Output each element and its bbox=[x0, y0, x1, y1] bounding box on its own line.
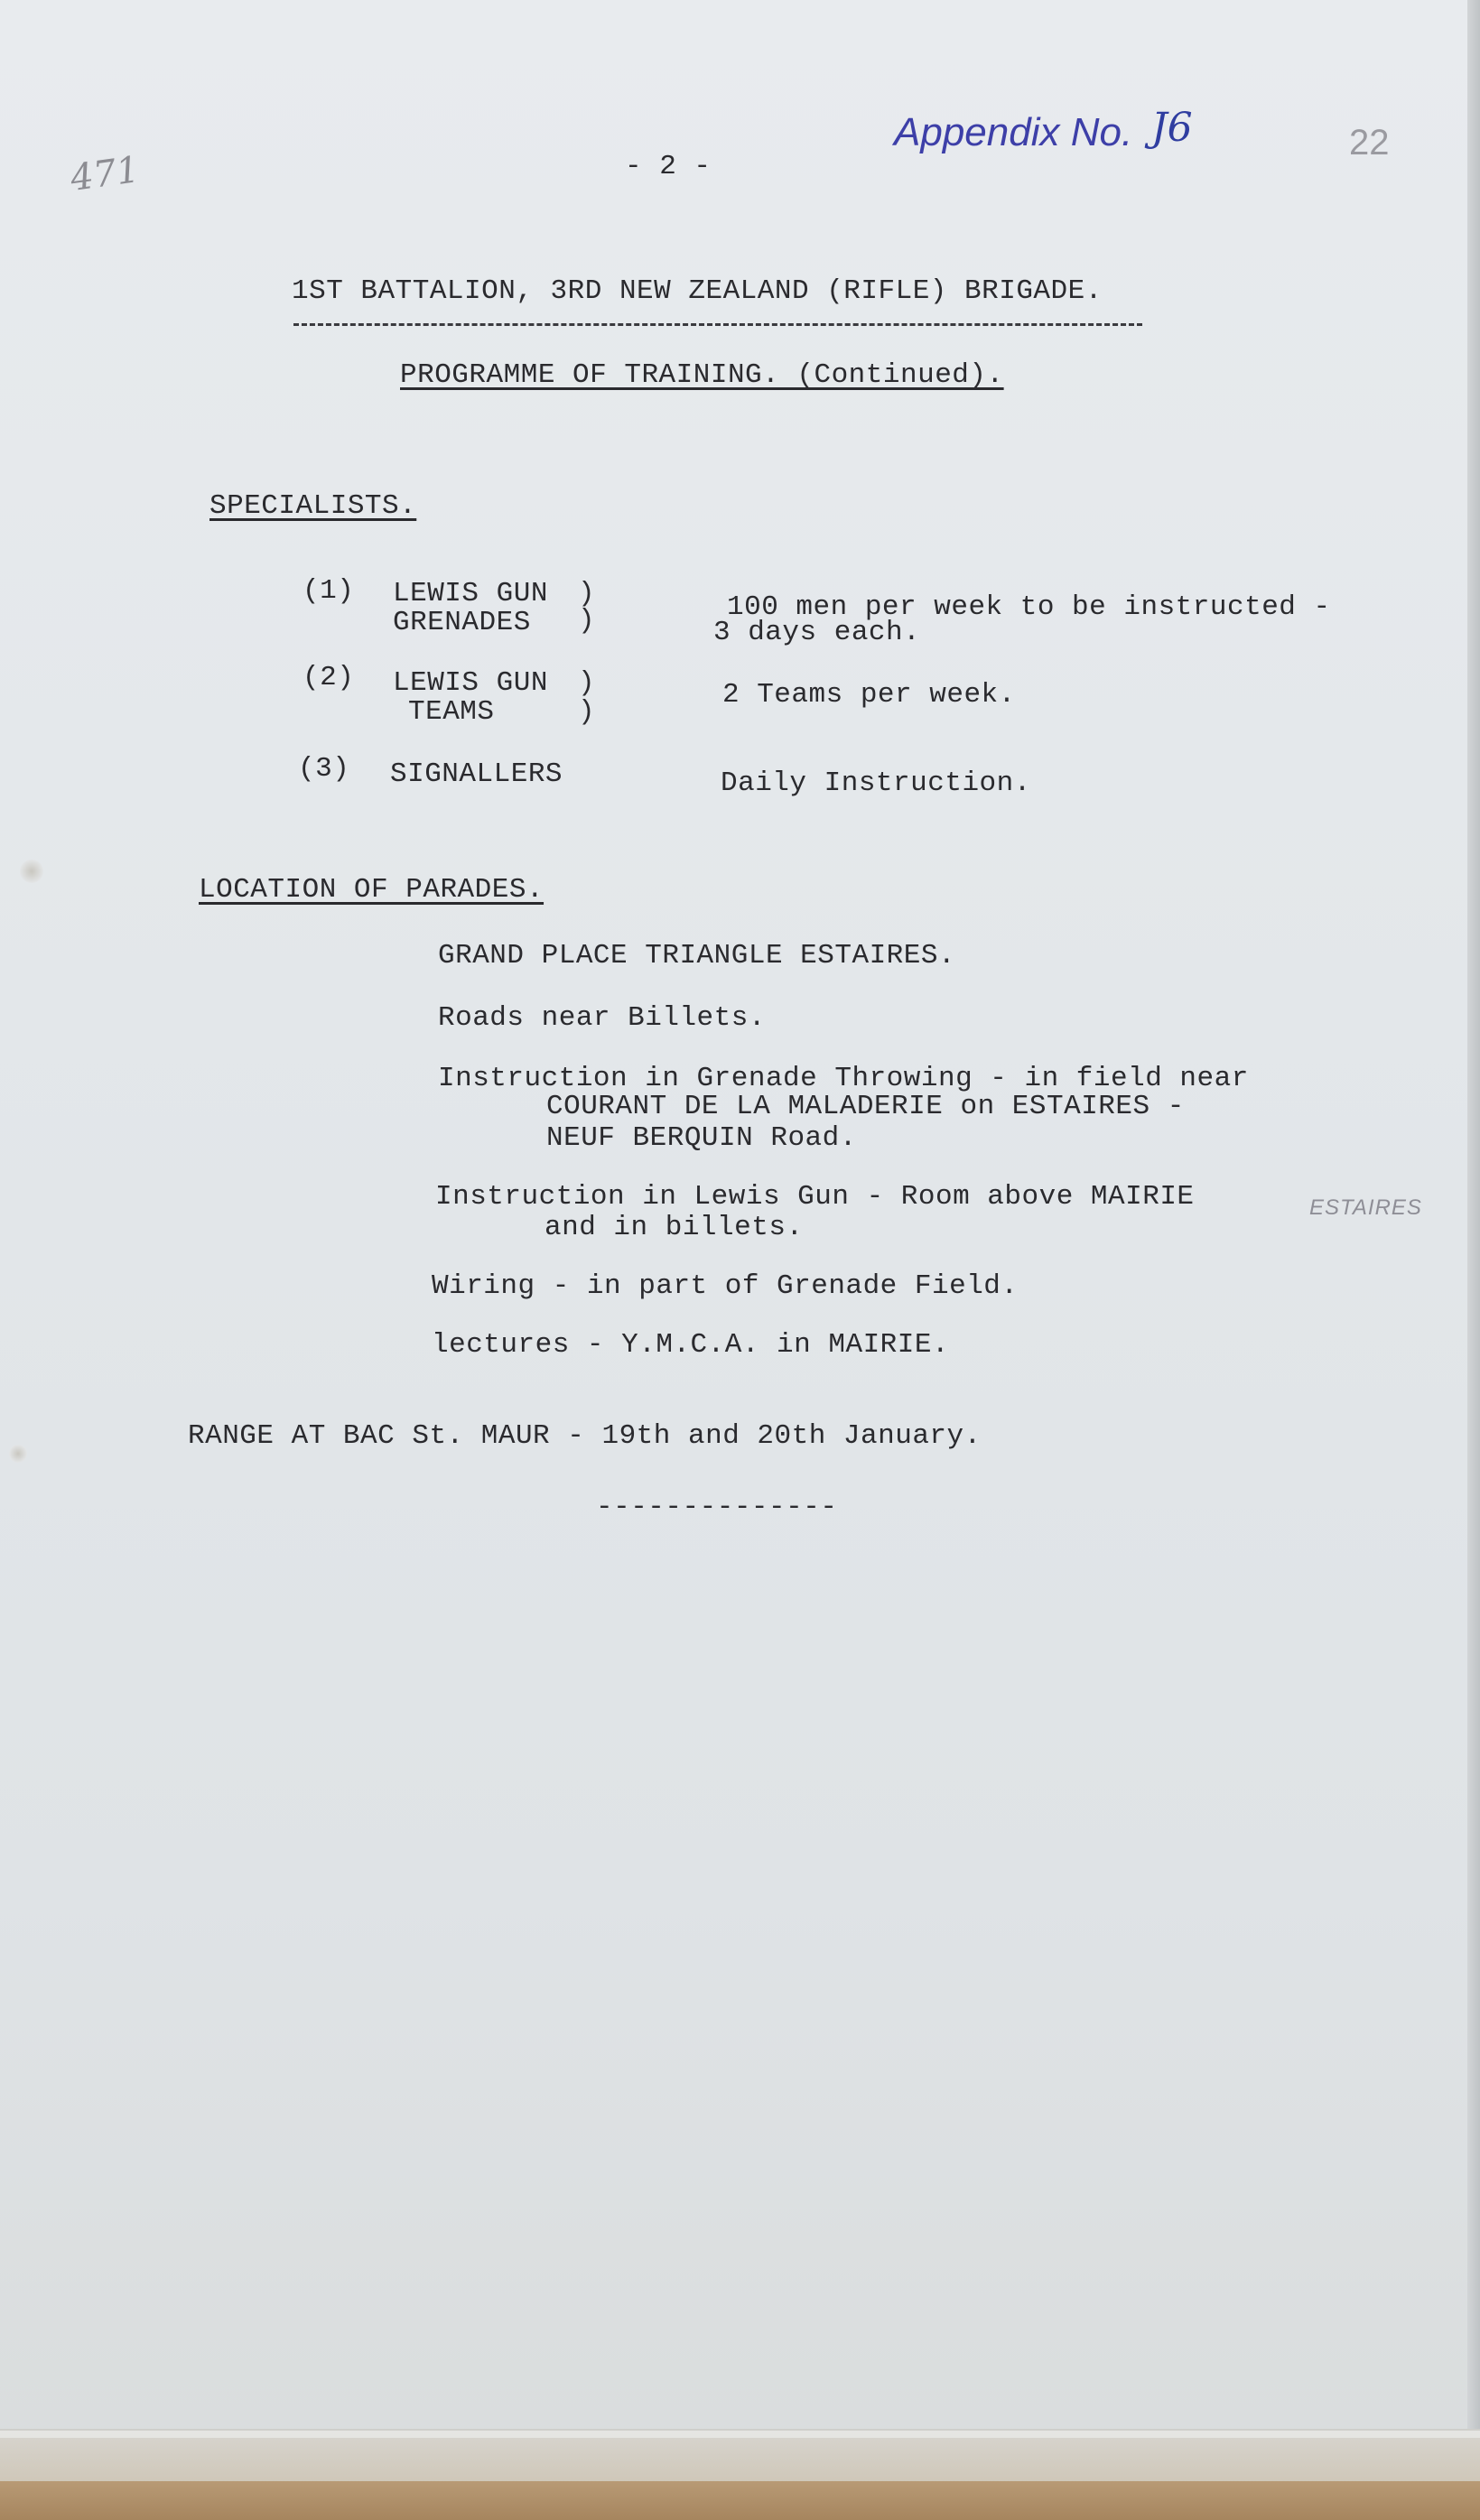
parade-location: Instruction in Grenade Throwing - in field near bbox=[438, 1063, 1249, 1094]
parade-location: Roads near Billets. bbox=[438, 1002, 766, 1034]
section-title-parades: LOCATION OF PARADES. bbox=[199, 874, 545, 906]
closing-rule: -------------- bbox=[596, 1492, 838, 1523]
item-name-line2: GRENADES bbox=[393, 607, 531, 638]
bracket: ) bbox=[578, 696, 596, 728]
appendix-stamp: Appendix No. bbox=[894, 110, 1133, 154]
item-detail-line1: Daily Instruction. bbox=[721, 767, 1031, 799]
item-name-line1: SIGNALLERS bbox=[390, 758, 563, 790]
punch-hole bbox=[20, 860, 43, 883]
heading-dashed-rule bbox=[293, 323, 1142, 326]
item-detail-line1: 2 Teams per week. bbox=[722, 679, 1016, 711]
bracket: ) bbox=[578, 667, 596, 699]
item-name-line1: LEWIS GUN bbox=[393, 667, 548, 699]
page-edge bbox=[1467, 0, 1480, 2520]
range-note: RANGE AT BAC St. MAUR - 19th and 20th January. bbox=[188, 1420, 982, 1452]
item-number: (3) bbox=[298, 753, 350, 785]
folio-number: 22 bbox=[1349, 123, 1390, 163]
desk-surface bbox=[0, 2481, 1480, 2520]
item-name-line1: LEWIS GUN bbox=[393, 578, 548, 609]
document-heading: 1ST BATTALION, 3RD NEW ZEALAND (RIFLE) BRIGADE. bbox=[292, 275, 1103, 307]
parade-location: Instruction in Lewis Gun - Room above MAIRIE bbox=[435, 1181, 1195, 1213]
item-number: (1) bbox=[303, 575, 355, 607]
bracket: ) bbox=[578, 578, 596, 609]
item-number: (2) bbox=[303, 662, 355, 693]
handwritten-addition: ESTAIRES bbox=[1309, 1195, 1422, 1220]
section-title-specialists: SPECIALISTS. bbox=[209, 490, 417, 522]
parade-location-continued: COURANT DE LA MALADERIE on ESTAIRES - bbox=[546, 1091, 1185, 1122]
document-subheading: PROGRAMME OF TRAINING. (Continued). bbox=[400, 359, 1004, 391]
parade-location: lectures - Y.M.C.A. in MAIRIE. bbox=[432, 1329, 950, 1361]
item-detail-line1: 100 men per week to be instructed - bbox=[727, 591, 1331, 623]
bracket: ) bbox=[578, 605, 596, 637]
parade-location-continued: and in billets. bbox=[545, 1212, 804, 1243]
parade-location-continued: NEUF BERQUIN Road. bbox=[546, 1122, 857, 1154]
pencil-archive-number: 471 bbox=[68, 148, 143, 200]
parade-location: GRAND PLACE TRIANGLE ESTAIRES. bbox=[438, 940, 956, 972]
punch-hole-mark bbox=[9, 1445, 27, 1463]
appendix-handwritten-number: J6 bbox=[1151, 105, 1193, 151]
page-number: - 2 - bbox=[625, 151, 712, 182]
item-name-line2: TEAMS bbox=[408, 696, 495, 728]
item-detail-line2: 3 days each. bbox=[713, 617, 921, 648]
parade-location: Wiring - in part of Grenade Field. bbox=[432, 1270, 1019, 1302]
